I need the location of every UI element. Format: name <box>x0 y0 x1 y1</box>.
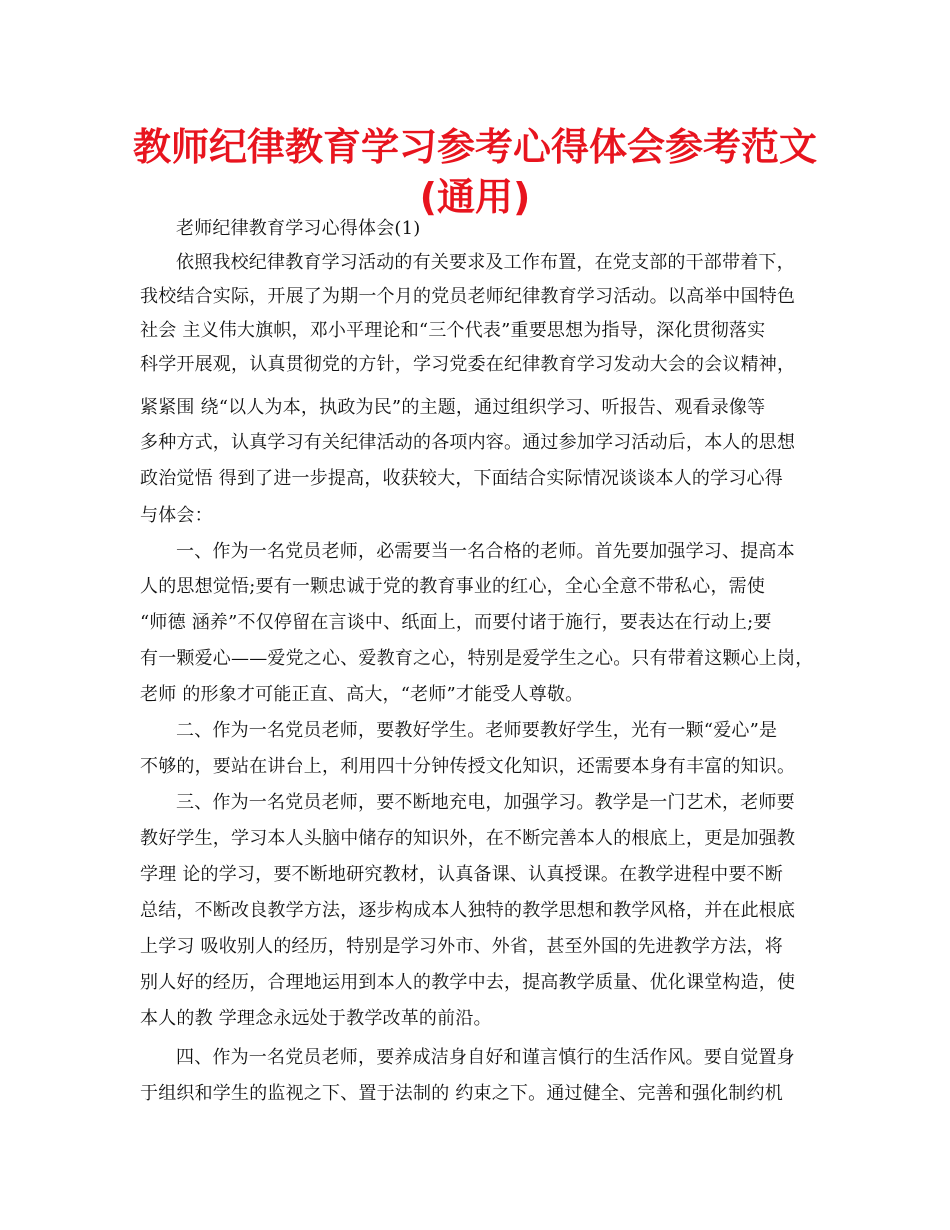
body-line: 学理 论的学习，要不断地研究教材，认真备课、认真授课。在教学进程中要不断 <box>140 864 783 885</box>
body-line: 一、作为一名党员老师，必需要当一名合格的老师。首先要加强学习、提高本 <box>176 541 795 562</box>
body-line: 社会 主义伟大旗帜，邓小平理论和“三个代表”重要思想为指导，深化贯彻落实 <box>140 320 766 341</box>
body-line: 紧紧围 绕“以人为本，执政为民”的主题，通过组织学习、听报告、观看录像等 <box>140 397 766 418</box>
body-line: 别人好的经历，合理地运用到本人的教学中去，提高教学质量、优化课堂构造，使 <box>140 972 796 993</box>
body-line: 多种方式，认真学习有关纪律活动的各项内容。通过参加学习活动后，本人的思想 <box>140 432 796 453</box>
document-subtitle: 老师纪律教育学习心得体会(1) <box>176 218 421 239</box>
body-line: 与体会： <box>140 505 213 526</box>
body-line: 有一颗爱心——爱党之心、爱教育之心，特别是爱学生之心。只有带着这颗心上岗， <box>140 648 814 669</box>
body-line: 老师 的形象才可能正直、高大，“老师”才能受人尊敬。 <box>140 684 584 705</box>
body-line: 科学开展观，认真贯彻党的方针，学习党委在纪律教育学习发动大会的会议精神， <box>140 354 796 375</box>
body-line: 人的思想觉悟;要有一颗忠诚于党的教育事业的红心，全心全意不带私心，需使 <box>140 576 766 597</box>
document-title-line-2: (通用) <box>419 175 531 219</box>
body-line: 政治觉悟 得到了进一步提高，收获较大，下面结合实际情况谈谈本人的学习心得 <box>140 468 783 489</box>
body-line: 上学习 吸收别人的经历，特别是学习外市、外省，甚至外国的先进教学方法，将 <box>140 936 783 957</box>
body-line: 三、作为一名党员老师，要不断地充电，加强学习。教学是一门艺术，老师要 <box>176 792 795 813</box>
body-line: 本人的教 学理念永远处于教学改革的前沿。 <box>140 1008 492 1029</box>
body-line: 依照我校纪律教育学习活动的有关要求及工作布置，在党支部的干部带着下， <box>176 252 795 273</box>
document-title-line-1: 教师纪律教育学习参考心得体会参考范文 <box>132 125 817 169</box>
body-line: 于组织和学生的监视之下、置于法制的 约束之下。通过健全、完善和强化制约机 <box>140 1083 783 1104</box>
body-line: 教好学生，学习本人头脑中储存的知识外，在不断完善本人的根底上，更是加强教 <box>140 828 796 849</box>
body-line: 二、作为一名党员老师，要教好学生。老师要教好学生，光有一颗“爱心”是 <box>176 720 778 741</box>
body-line: 四、作为一名党员老师，要养成洁身自好和谨言慎行的生活作风。要自觉置身 <box>176 1047 795 1068</box>
body-line: “师德 涵养”不仅停留在言谈中、纸面上，而要付诸于施行，要表达在行动上;要 <box>140 612 772 633</box>
body-line: 我校结合实际，开展了为期一个月的党员老师纪律教育学习活动。以高举中国特色 <box>140 286 796 307</box>
body-line: 不够的，要站在讲台上，利用四十分钟传授文化知识，还需要本身有丰富的知识。 <box>140 756 796 777</box>
body-line: 总结，不断改良教学方法，逐步构成本人独特的教学思想和教学风格，并在此根底 <box>140 900 796 921</box>
